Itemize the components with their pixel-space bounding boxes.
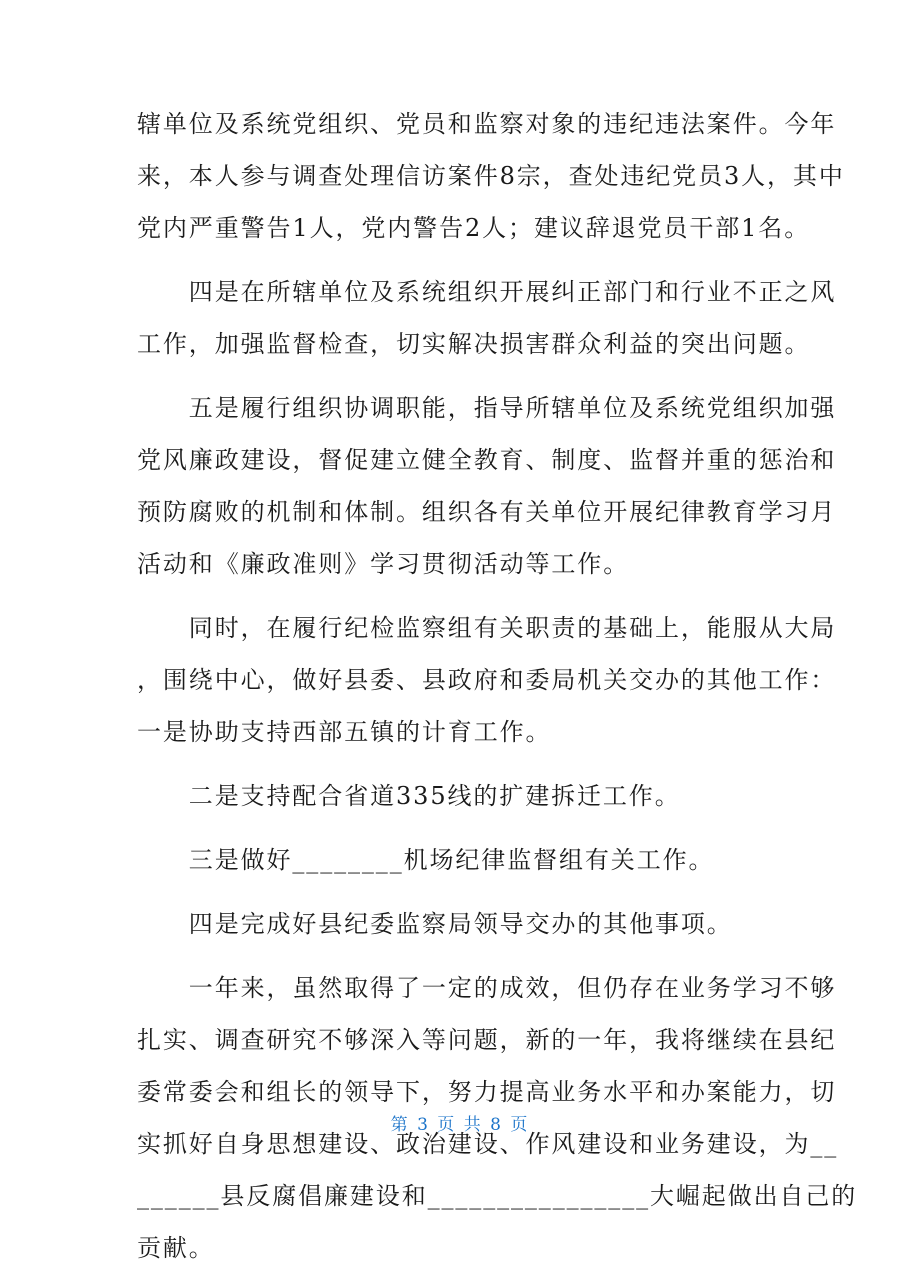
text-line: 辖单位及系统党组织、党员和监察对象的违纪违法案件。今年 — [137, 110, 837, 138]
paragraph — [137, 382, 837, 590]
text-line: 一是协助支持西部五镇的计育工作。 — [137, 718, 552, 746]
paragraph — [137, 602, 837, 758]
text-line: 三是做好________机场纪律监督组有关工作。 — [137, 846, 715, 874]
text-line: 党风廉政建设，督促建立健全教育、制度、监督并重的惩治和 — [137, 446, 837, 474]
text-line: 委常委会和组长的领导下，努力提高业务水平和办案能力，切 — [137, 1078, 837, 1106]
paragraph — [137, 898, 785, 950]
text-line: 活动和《廉政准则》学习贯彻活动等工作。 — [137, 550, 630, 578]
text-line: 五是履行组织协调职能，指导所辖单位及系统党组织加强 — [137, 394, 837, 422]
text-line: 来，本人参与调查处理信访案件8宗，查处违纪党员3人，其中 — [137, 162, 845, 190]
text-line: ______县反腐倡廉建设和________________大崛起做出自己的 — [137, 1182, 858, 1210]
text-line: ，围绕中心，做好县委、县政府和委局机关交办的其他工作： — [137, 666, 837, 694]
paragraph — [137, 770, 785, 822]
text-line: 党内严重警告1人，党内警告2人；建议辞退党员干部1名。 — [137, 214, 811, 242]
text-line: 四是完成好县纪委监察局领导交办的其他事项。 — [137, 910, 733, 938]
document-body — [137, 98, 858, 1274]
text-line: 贡献。 — [137, 1234, 215, 1262]
page-number-footer: 第 3 页 共 8 页 — [390, 1115, 530, 1135]
paragraph — [137, 834, 785, 886]
paragraph — [137, 98, 845, 254]
text-line: 同时，在履行纪检监察组有关职责的基础上，能服从大局 — [137, 614, 837, 642]
text-line: 扎实、调查研究不够深入等问题，新的一年，我将继续在县纪 — [137, 1026, 837, 1054]
text-line: 工作，加强监督检查，切实解决损害群众利益的突出问题。 — [137, 330, 811, 358]
text-line: 实抓好自身思想建设、政治建设、作风建设和业务建设，为__ — [137, 1130, 839, 1158]
text-line: 预防腐败的机制和体制。组织各有关单位开展纪律教育学习月 — [137, 498, 837, 526]
text-line: 四是在所辖单位及系统组织开展纠正部门和行业不正之风 — [137, 278, 837, 306]
paragraph — [137, 266, 837, 370]
text-line: 二是支持配合省道335线的扩建拆迁工作。 — [137, 782, 681, 810]
text-line: 一年来，虽然取得了一定的成效，但仍存在业务学习不够 — [137, 974, 837, 1002]
